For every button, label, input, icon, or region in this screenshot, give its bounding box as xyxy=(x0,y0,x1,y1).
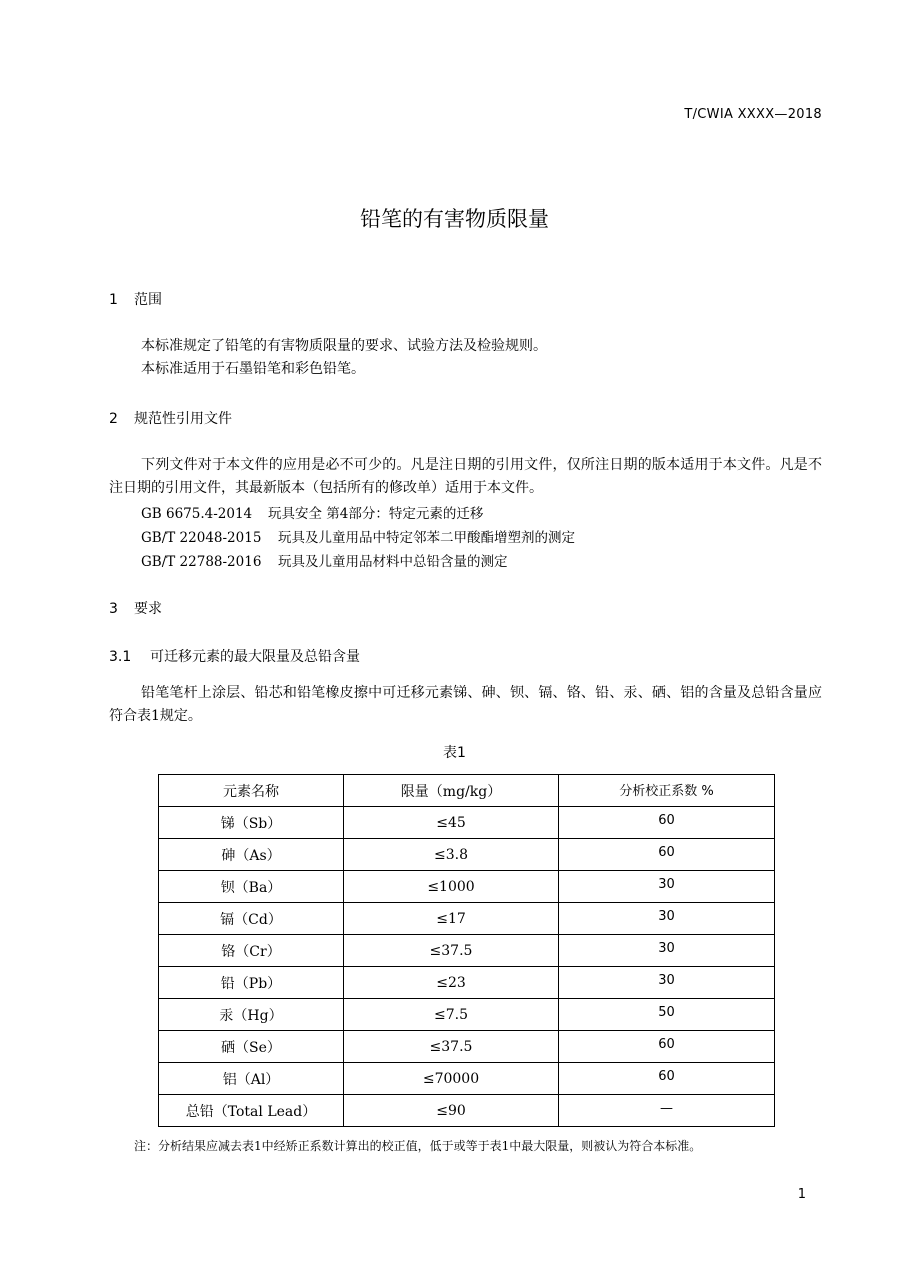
table-row xyxy=(159,903,775,935)
document-title: 铅笔的有害物质限量 xyxy=(360,207,549,231)
section-1-heading xyxy=(109,289,162,309)
limit-cell: ≤23 xyxy=(344,967,559,999)
scope-paragraph-2: 本标准适用于石墨铅笔和彩色铅笔。 xyxy=(141,361,365,377)
limit-cell: ≤3.8 xyxy=(344,839,559,871)
element-cell: 铝（Al） xyxy=(159,1063,344,1095)
table-row xyxy=(159,1063,775,1095)
table-row xyxy=(159,935,775,967)
table-row xyxy=(159,967,775,999)
limit-cell: ≤1000 xyxy=(344,871,559,903)
section-title: 要求 xyxy=(134,601,162,617)
factor-cell: 30 xyxy=(559,871,775,903)
factor-cell: 50 xyxy=(559,999,775,1031)
table-row xyxy=(159,807,775,839)
limit-cell: ≤45 xyxy=(344,807,559,839)
reference-code: GB/T 22788-2016 xyxy=(141,554,262,570)
limit-cell: ≤37.5 xyxy=(344,1031,559,1063)
section-title: 规范性引用文件 xyxy=(134,411,232,427)
reference-title: 玩具及儿童用品材料中总铅含量的测定 xyxy=(278,554,508,570)
table-row xyxy=(159,871,775,903)
section-3-heading xyxy=(109,598,162,618)
factor-cell: 60 xyxy=(559,1063,775,1095)
element-cell: 砷（As） xyxy=(159,839,344,871)
limit-cell: ≤90 xyxy=(344,1095,559,1127)
limit-cell: ≤70000 xyxy=(344,1063,559,1095)
factor-cell: — xyxy=(559,1095,775,1127)
limit-cell: ≤7.5 xyxy=(344,999,559,1031)
factor-cell: 60 xyxy=(559,839,775,871)
reference-title: 玩具及儿童用品中特定邻苯二甲酸酯增塑剂的测定 xyxy=(278,530,575,546)
table-row xyxy=(159,839,775,871)
references-intro-paragraph: 下列文件对于本文件的应用是必不可少的。凡是注日期的引用文件，仅所注日期的版本适用于本文件。凡是不注日期的引用文件，其最新版本（包括所有的修改单）适用于本文件。 xyxy=(109,457,822,496)
section-number: 3 xyxy=(109,601,118,617)
column-header: 限量（mg/kg） xyxy=(344,775,559,807)
reference-item xyxy=(141,550,508,570)
limit-cell: ≤37.5 xyxy=(344,935,559,967)
element-cell: 镉（Cd） xyxy=(159,903,344,935)
reference-code: GB 6675.4-2014 xyxy=(141,506,253,522)
factor-cell: 30 xyxy=(559,967,775,999)
section-3-1-heading xyxy=(109,646,360,666)
factor-cell: 60 xyxy=(559,1031,775,1063)
section-number: 2 xyxy=(109,411,118,427)
column-header: 元素名称 xyxy=(159,775,344,807)
factor-cell: 30 xyxy=(559,903,775,935)
element-cell: 铅（Pb） xyxy=(159,967,344,999)
section-number: 1 xyxy=(109,292,118,308)
column-header: 分析校正系数 % xyxy=(559,775,775,807)
requirement-paragraph: 铅笔笔杆上涂层、铅芯和铅笔橡皮擦中可迁移元素锑、砷、钡、镉、铬、铅、汞、硒、铝的含量及总铅含量应符合表1规定。 xyxy=(109,685,822,724)
page-number: 1 xyxy=(797,1187,806,1202)
table-row xyxy=(159,999,775,1031)
limit-cell: ≤17 xyxy=(344,903,559,935)
element-cell: 铬（Cr） xyxy=(159,935,344,967)
section-number: 3.1 xyxy=(109,649,132,665)
table-note: 注：分析结果应减去表1中经矫正系数计算出的校正值，低于或等于表1中最大限量，则被认为符合本标准。 xyxy=(134,1139,702,1153)
element-cell: 汞（Hg） xyxy=(159,999,344,1031)
table-header-row xyxy=(159,775,775,807)
factor-cell: 30 xyxy=(559,935,775,967)
reference-item xyxy=(141,502,483,522)
scope-paragraph-1: 本标准规定了铅笔的有害物质限量的要求、试验方法及检验规则。 xyxy=(141,338,547,354)
factor-cell: 60 xyxy=(559,807,775,839)
element-limits-table xyxy=(158,774,775,1127)
table-row xyxy=(159,1031,775,1063)
section-title: 范围 xyxy=(134,292,162,308)
element-cell: 锑（Sb） xyxy=(159,807,344,839)
table-caption: 表1 xyxy=(443,745,466,761)
element-cell: 硒（Se） xyxy=(159,1031,344,1063)
element-cell: 钡（Ba） xyxy=(159,871,344,903)
table-row xyxy=(159,1095,775,1127)
reference-code: GB/T 22048-2015 xyxy=(141,530,262,546)
reference-title: 玩具安全 第4部分：特定元素的迁移 xyxy=(268,506,484,522)
reference-item xyxy=(141,526,575,546)
element-cell: 总铅（Total Lead） xyxy=(159,1095,344,1127)
document-code: T/CWIA XXXX—2018 xyxy=(684,107,822,122)
section-2-heading xyxy=(109,408,232,428)
section-title: 可迁移元素的最大限量及总铅含量 xyxy=(150,649,360,665)
